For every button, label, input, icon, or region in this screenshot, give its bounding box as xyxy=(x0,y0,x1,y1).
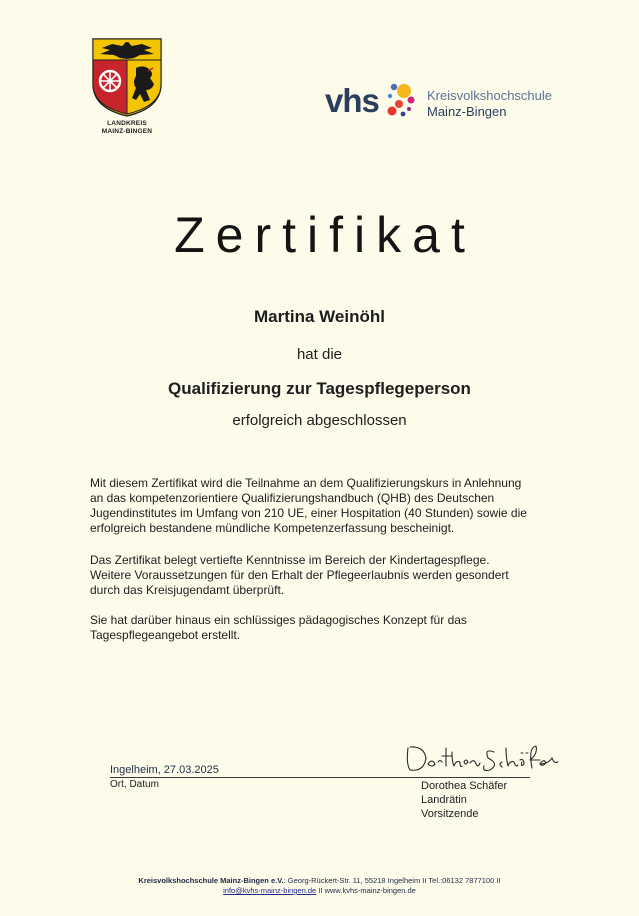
completed-text: erfolgreich abgeschlossen xyxy=(232,412,407,429)
body-paragraph-3 xyxy=(90,613,570,643)
footer-email-link[interactable]: info@kvhs-mainz-bingen.de xyxy=(223,886,317,895)
place-date-label: Ort, Datum xyxy=(110,779,159,790)
handwritten-signature xyxy=(402,738,562,780)
coat-label-line1: LANDKREIS xyxy=(107,120,147,127)
coat-of-arms-icon xyxy=(92,38,162,117)
body-line: Jugendinstitutes im Umfang von 210 UE, einer Hospitation (40 Stunden) sowie die xyxy=(90,506,527,520)
coat-label-line2: MAINZ-BINGEN xyxy=(101,128,153,135)
body-paragraph-2 xyxy=(90,553,570,598)
body-line: Weitere Voraussetzungen für den Erhalt der Pflegeerlaubnis werden gesondert xyxy=(90,568,509,582)
signer-role2: Vorsitzende xyxy=(421,808,479,820)
body-line: Tagespflegeangebot erstellt. xyxy=(90,628,241,642)
body-line: durch das Kreisjugendamt überprüft. xyxy=(90,583,285,597)
footer-org: Kreisvolkshochschule Mainz-Bingen e.V. xyxy=(138,876,284,885)
body-paragraph-1 xyxy=(90,476,570,536)
certificate-title: Zertifikat xyxy=(174,207,476,263)
signer-name: Dorothea Schäfer xyxy=(421,780,508,792)
signer-role: Landrätin xyxy=(421,794,467,806)
coat-of-arms xyxy=(92,38,162,136)
vhs-dots-icon xyxy=(385,82,425,122)
qualification-title: Qualifizierung zur Tagespflegeperson xyxy=(168,379,471,398)
body-line: Mit diesem Zertifikat wird die Teilnahme an dem Qualifizierungskurs in Anlehnung xyxy=(90,476,522,490)
signer-block xyxy=(421,779,507,821)
body-line: an das kompetenzorientiere Qualifizierungshandbuch (QHB) des Deutschen xyxy=(90,491,495,505)
recipient-name: Martina Weinöhl xyxy=(254,307,385,326)
body-line: Das Zertifikat belegt vertiefte Kenntnisse im Bereich der Kindertagespflege. xyxy=(90,553,490,567)
footer-address: : Georg-Rückert-Str. 11, 55218 Ingelheim II Tel.:06132 7877100 II xyxy=(283,876,501,885)
place-date: Ingelheim, 27.03.2025 xyxy=(110,764,219,776)
body-line: erfolgreich bestandene mündliche Kompetenzerfassung bescheinigt. xyxy=(90,521,455,535)
footer-separator: II xyxy=(316,886,325,895)
footer xyxy=(0,876,639,896)
vhs-logo-line1: Kreisvolkshochschule xyxy=(427,88,553,103)
footer-website[interactable]: www.kvhs-mainz-bingen.de xyxy=(324,886,416,895)
vhs-logo-line2: Mainz-Bingen xyxy=(427,104,507,119)
vhs-logo-word: vhs xyxy=(325,82,379,119)
vhs-logo xyxy=(325,82,585,124)
has-text: hat die xyxy=(296,346,343,363)
body-line: Sie hat darüber hinaus ein schlüssiges pädagogisches Konzept für das xyxy=(90,613,467,627)
